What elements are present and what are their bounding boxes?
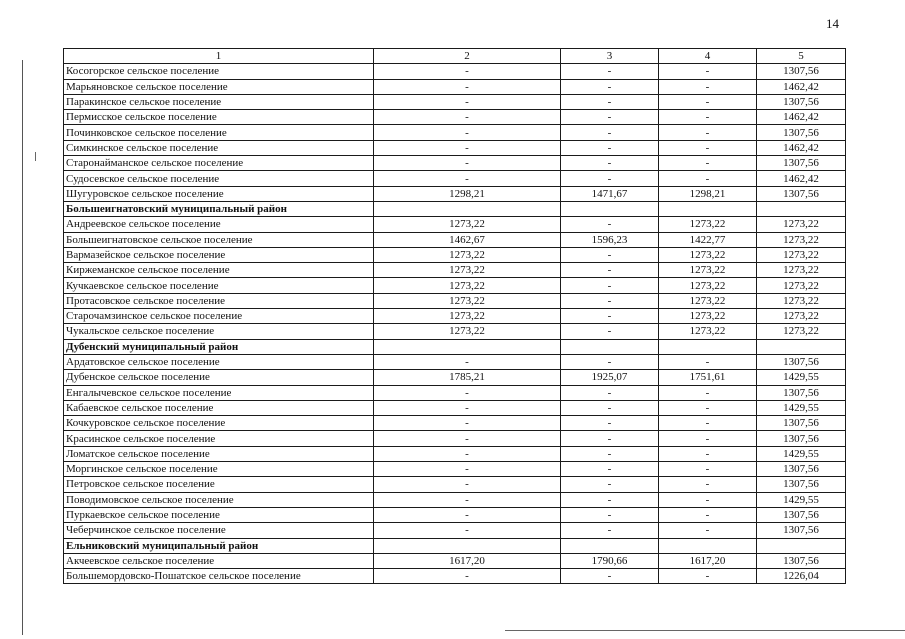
settlement-name-cell: Чукальское сельское поселение [64,324,374,339]
value-cell: - [374,507,561,522]
value-cell: - [561,446,659,461]
value-cell: 1471,67 [561,186,659,201]
settlement-name-cell: Пермисское сельское поселение [64,110,374,125]
value-cell: - [561,492,659,507]
value-cell: 1429,55 [757,446,846,461]
value-cell: - [561,94,659,109]
value-cell: - [561,140,659,155]
value-cell: 1462,67 [374,232,561,247]
value-cell: - [374,140,561,155]
settlement-name-cell: Поводимовское сельское поселение [64,492,374,507]
value-cell: - [374,354,561,369]
district-row [64,339,846,354]
value-cell: 1307,56 [757,156,846,171]
value-cell: - [561,110,659,125]
value-cell: - [374,64,561,79]
value-cell: - [374,523,561,538]
value-cell: 1273,22 [659,324,757,339]
value-cell: - [374,171,561,186]
header-cell: 4 [659,49,757,64]
settlement-name-cell: Чеберчинское сельское поселение [64,523,374,538]
value-cell: 1273,22 [757,247,846,262]
value-cell: 1925,07 [561,370,659,385]
table-row [64,477,846,492]
value-cell: - [561,477,659,492]
settlement-name-cell: Старонайманское сельское поселение [64,156,374,171]
value-cell [757,538,846,553]
value-cell: - [659,416,757,431]
value-cell: 1298,21 [374,186,561,201]
table-row [64,370,846,385]
table-row [64,79,846,94]
value-cell: 1617,20 [374,553,561,568]
settlement-name-cell: Петровское сельское поселение [64,477,374,492]
table-row [64,140,846,155]
value-cell: 1307,56 [757,477,846,492]
value-cell: - [561,156,659,171]
value-cell: 1751,61 [659,370,757,385]
value-cell: - [659,477,757,492]
value-cell: 1462,42 [757,171,846,186]
value-cell: - [659,64,757,79]
value-cell: - [561,354,659,369]
value-cell: - [659,94,757,109]
value-cell: 1307,56 [757,507,846,522]
settlement-name-cell: Енгалычевское сельское поселение [64,385,374,400]
value-cell: 1462,42 [757,79,846,94]
value-cell: 1307,56 [757,125,846,140]
value-cell: - [561,278,659,293]
value-cell: - [374,569,561,584]
settlement-name-cell: Шугуровское сельское поселение [64,186,374,201]
value-cell: 1785,21 [374,370,561,385]
value-cell: - [374,94,561,109]
header-cell: 2 [374,49,561,64]
table-row [64,64,846,79]
value-cell: - [374,400,561,415]
value-cell: 1307,56 [757,186,846,201]
value-cell: 1273,22 [374,309,561,324]
binding-margin-line [22,60,23,635]
value-cell: - [374,156,561,171]
table-row [64,125,846,140]
table-row [64,247,846,262]
value-cell: 1273,22 [757,293,846,308]
value-cell: 1307,56 [757,553,846,568]
settlement-name-cell: Андреевское сельское поселение [64,217,374,232]
value-cell: - [659,462,757,477]
settlement-name-cell: Судосевское сельское поселение [64,171,374,186]
value-cell: - [659,110,757,125]
bottom-edge-line [505,630,905,631]
value-cell: - [561,263,659,278]
value-cell [659,538,757,553]
value-cell: - [659,400,757,415]
tariff-table [63,48,846,584]
value-cell: - [659,125,757,140]
settlement-name-cell: Пуркаевское сельское поселение [64,507,374,522]
value-cell: 1273,22 [757,309,846,324]
table-row [64,263,846,278]
value-cell: - [374,416,561,431]
value-cell: 1307,56 [757,64,846,79]
header-cell: 3 [561,49,659,64]
value-cell: - [374,431,561,446]
value-cell: - [561,247,659,262]
value-cell: 1273,22 [757,263,846,278]
settlement-name-cell: Кучкаевское сельское поселение [64,278,374,293]
value-cell: 1273,22 [757,232,846,247]
table-row [64,232,846,247]
value-cell: - [374,477,561,492]
table-row [64,293,846,308]
value-cell: - [659,569,757,584]
value-cell: 1307,56 [757,94,846,109]
value-cell: 1273,22 [757,278,846,293]
table-row [64,354,846,369]
table-row [64,94,846,109]
value-cell: - [561,293,659,308]
value-cell [757,201,846,216]
district-row [64,201,846,216]
table-row [64,400,846,415]
value-cell: - [374,446,561,461]
value-cell: 1790,66 [561,553,659,568]
value-cell: - [561,79,659,94]
table-row [64,553,846,568]
value-cell: - [561,125,659,140]
value-cell: - [561,171,659,186]
header-cell: 5 [757,49,846,64]
value-cell: 1462,42 [757,110,846,125]
settlement-name-cell: Кабаевское сельское поселение [64,400,374,415]
value-cell: - [659,523,757,538]
value-cell [374,538,561,553]
value-cell: 1273,22 [659,217,757,232]
value-cell [374,339,561,354]
table-row [64,309,846,324]
value-cell: 1596,23 [561,232,659,247]
value-cell: - [561,507,659,522]
value-cell: - [659,431,757,446]
table-row [64,462,846,477]
value-cell: - [561,217,659,232]
value-cell [561,201,659,216]
value-cell: - [659,492,757,507]
settlement-name-cell: Кочкуровское сельское поселение [64,416,374,431]
value-cell: - [561,523,659,538]
value-cell: 1307,56 [757,462,846,477]
table-row [64,217,846,232]
settlement-name-cell: Марьяновское сельское поселение [64,79,374,94]
table-row [64,492,846,507]
table-row [64,156,846,171]
margin-mark [35,152,36,161]
value-cell: - [659,507,757,522]
value-cell: 1462,42 [757,140,846,155]
table-row [64,278,846,293]
value-cell: 1307,56 [757,385,846,400]
table-row [64,569,846,584]
table-row [64,171,846,186]
value-cell: - [561,64,659,79]
value-cell: - [561,431,659,446]
value-cell: - [374,462,561,477]
table-header-row [64,49,846,64]
value-cell: 1307,56 [757,416,846,431]
value-cell: 1273,22 [659,247,757,262]
settlement-name-cell: Протасовское сельское поселение [64,293,374,308]
value-cell: 1307,56 [757,354,846,369]
settlement-name-cell: Паракинское сельское поселение [64,94,374,109]
value-cell: 1307,56 [757,523,846,538]
table-row [64,446,846,461]
value-cell: 1273,22 [757,324,846,339]
value-cell: - [561,309,659,324]
value-cell [757,339,846,354]
value-cell [659,201,757,216]
table-row [64,385,846,400]
value-cell: - [561,416,659,431]
settlement-name-cell: Старочамзинское сельское поселение [64,309,374,324]
value-cell: - [659,354,757,369]
value-cell: 1429,55 [757,400,846,415]
value-cell: - [561,462,659,477]
district-row [64,538,846,553]
value-cell: - [561,385,659,400]
value-cell: 1307,56 [757,431,846,446]
settlement-name-cell: Вармазейское сельское поселение [64,247,374,262]
page-number: 14 [826,16,839,31]
value-cell: 1273,22 [374,324,561,339]
value-cell: 1273,22 [659,278,757,293]
settlement-name-cell: Акчеевское сельское поселение [64,553,374,568]
value-cell: 1273,22 [374,263,561,278]
value-cell: - [374,110,561,125]
table-row [64,110,846,125]
settlement-name-cell: Ломатское сельское поселение [64,446,374,461]
settlement-name-cell: Починковское сельское поселение [64,125,374,140]
value-cell: 1429,55 [757,370,846,385]
value-cell: - [374,492,561,507]
value-cell: 1273,22 [374,293,561,308]
value-cell: - [659,156,757,171]
value-cell: 1617,20 [659,553,757,568]
table-row [64,416,846,431]
value-cell: - [374,125,561,140]
value-cell: 1273,22 [659,263,757,278]
value-cell: - [659,446,757,461]
value-cell: 1422,77 [659,232,757,247]
value-cell: 1429,55 [757,492,846,507]
value-cell: - [374,385,561,400]
value-cell: 1273,22 [659,293,757,308]
table-row [64,431,846,446]
value-cell: - [374,79,561,94]
value-cell: 1273,22 [659,309,757,324]
value-cell: 1273,22 [374,217,561,232]
settlement-name-cell: Симкинское сельское поселение [64,140,374,155]
table-row [64,324,846,339]
value-cell: - [659,171,757,186]
settlement-name-cell: Ардатовское сельское поселение [64,354,374,369]
header-cell: 1 [64,49,374,64]
settlement-name-cell: Дубенское сельское поселение [64,370,374,385]
district-name-cell: Ельниковский муниципальный район [64,538,374,553]
district-name-cell: Дубенский муниципальный район [64,339,374,354]
settlement-name-cell: Косогорское сельское поселение [64,64,374,79]
value-cell: - [561,324,659,339]
value-cell: - [659,79,757,94]
value-cell: - [659,140,757,155]
value-cell [659,339,757,354]
settlement-name-cell: Большеигнатовское сельское поселение [64,232,374,247]
tariff-table-container [63,48,846,584]
value-cell: 1273,22 [374,278,561,293]
value-cell: - [561,569,659,584]
value-cell [374,201,561,216]
settlement-name-cell: Красинское сельское поселение [64,431,374,446]
table-row [64,507,846,522]
settlement-name-cell: Большемордовско-Пошатское сельское поселение [64,569,374,584]
value-cell: - [561,400,659,415]
value-cell: - [659,385,757,400]
district-name-cell: Большеигнатовский муниципальный район [64,201,374,216]
table-row [64,186,846,201]
settlement-name-cell: Киржеманское сельское поселение [64,263,374,278]
value-cell [561,538,659,553]
settlement-name-cell: Моргинское сельское поселение [64,462,374,477]
value-cell: 1298,21 [659,186,757,201]
table-row [64,523,846,538]
table-body [64,49,846,584]
value-cell: 1226,04 [757,569,846,584]
value-cell [561,339,659,354]
value-cell: 1273,22 [757,217,846,232]
value-cell: 1273,22 [374,247,561,262]
